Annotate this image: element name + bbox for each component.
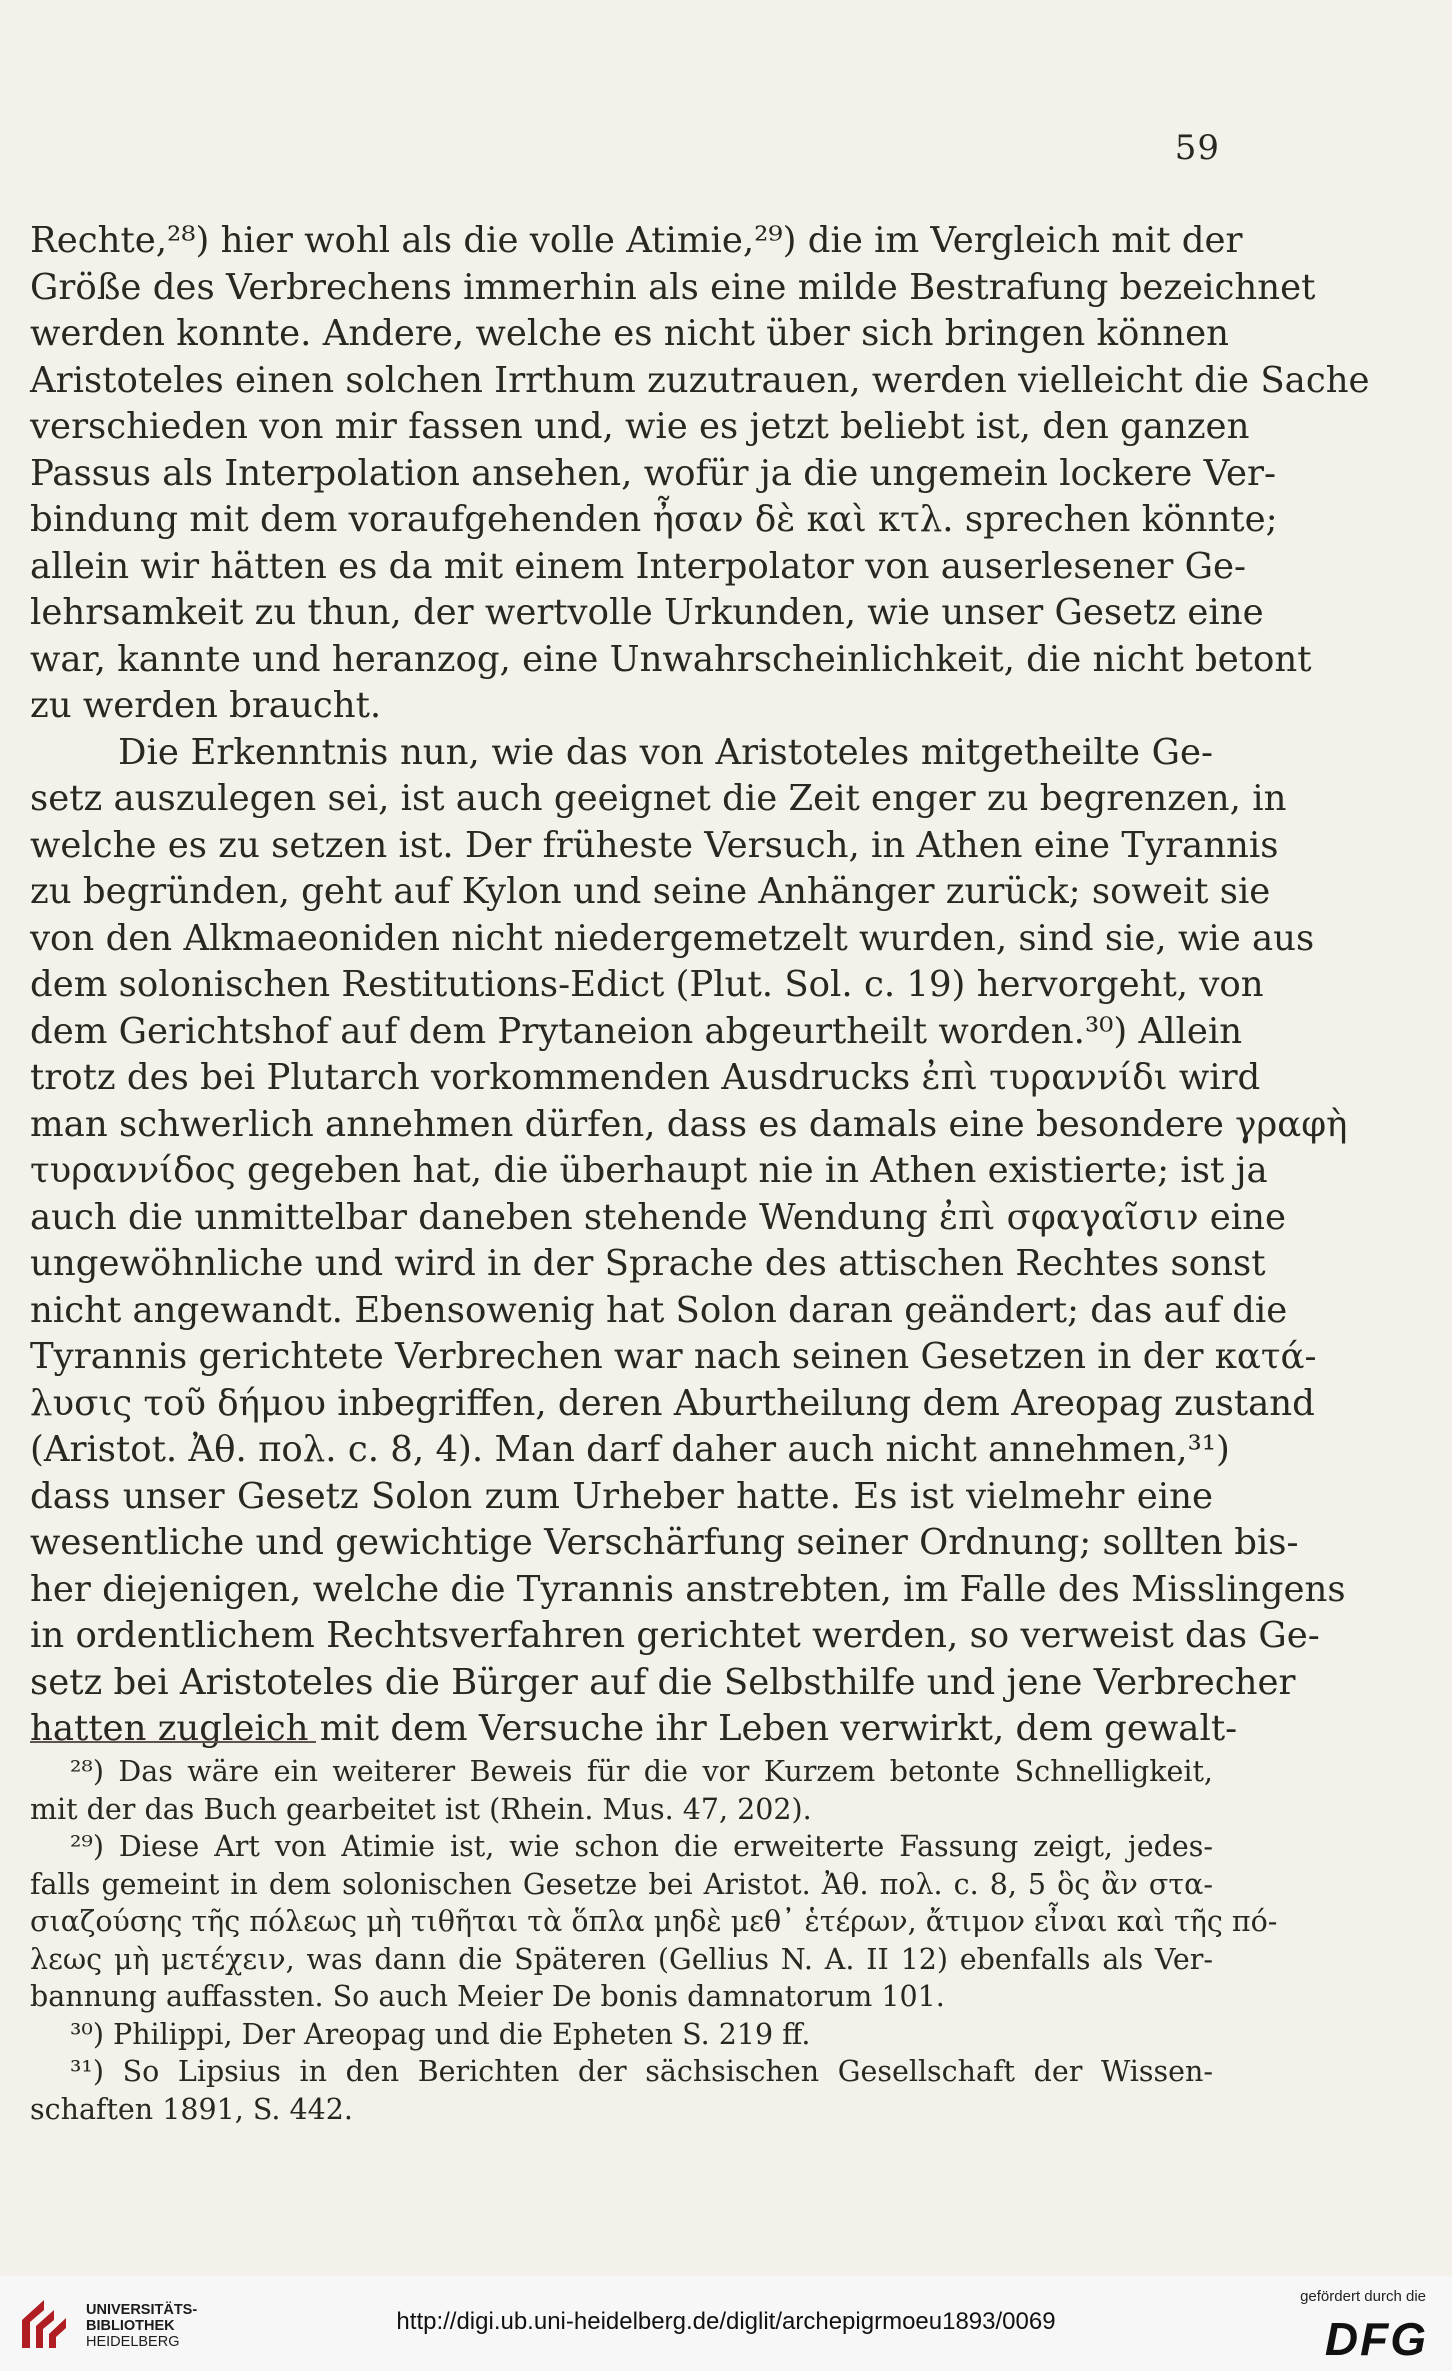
footnote-line: schaften 1891, S. 442. xyxy=(30,2092,353,2126)
funding-caption: gefördert durch die xyxy=(1300,2288,1426,2305)
text-line: auch die unmittelbar daneben stehende Wendung ἐπὶ σφαγαῖσιν eine xyxy=(30,1196,1287,1238)
library-name-line: BIBLIOTHEK xyxy=(86,2318,175,2334)
footnote-line: ²⁹) Diese Art von Atimie ist, wie schon die erweiterte Fassung zeigt, jedes- xyxy=(70,1830,1213,1863)
text-line: verschieden von mir fassen und, wie es jetzt beliebt ist, den ganzen xyxy=(30,406,1250,447)
text-line: wesentliche und gewichtige Verschärfung seiner Ordnung; sollten bis- xyxy=(30,1522,1299,1563)
text-line: zu werden braucht. xyxy=(30,685,382,726)
text-line: bindung mit dem voraufgehenden ἦσαν δὲ καὶ κτλ. sprechen könnte; xyxy=(30,499,1278,540)
text-line: her diejenigen, welche die Tyrannis anstrebten, im Falle des Misslingens xyxy=(30,1568,1346,1610)
footnote-line: falls gemeint in dem solonischen Gesetze bei Aristot. Ἀθ. πολ. c. 8, 5 ὃς ἂν στα- xyxy=(30,1867,1213,1901)
text-line: Tyrannis gerichtete Verbrechen war nach seinen Gesetzen in der κατά- xyxy=(30,1336,1317,1377)
source-url-link[interactable]: http://digi.ub.uni-heidelberg.de/diglit/archepigrmoeu1893/0069 xyxy=(396,2308,1056,2335)
text-line: dem Gerichtshof auf dem Prytaneion abgeurtheilt worden.³⁰) Allein xyxy=(30,1010,1243,1052)
footnote-line: σιαζούσης τῆς πόλεως μὴ τιθῆται τὰ ὅπλα μηδὲ μεθ᾽ ἑτέρων, ἄτιμον εἶναι καὶ τῆς πό- xyxy=(30,1905,1278,1938)
dfg-logo: DFG xyxy=(1324,2313,1428,2365)
footnote-divider xyxy=(30,1741,316,1743)
footnote-line: mit der das Buch gearbeitet ist (Rhein. Mus. 47, 202). xyxy=(30,1792,812,1826)
text-line: ungewöhnliche und wird in der Sprache des attischen Rechtes sonst xyxy=(30,1243,1266,1284)
text-line: Passus als Interpolation ansehen, wofür ja die ungemein lockere Ver- xyxy=(30,452,1276,494)
text-line: allein wir hätten es da mit einem Interpolator von auserlesener Ge- xyxy=(30,545,1247,587)
text-line: τυραννίδος gegeben hat, die überhaupt nie in Athen existierte; ist ja xyxy=(30,1150,1268,1191)
text-line: man schwerlich annehmen dürfen, dass es damals eine besondere γραφὴ xyxy=(30,1103,1348,1145)
footnote-line: ³⁰) Philippi, Der Areopag und die Epheten S. 219 ff. xyxy=(70,2017,811,2051)
text-line: von den Alkmaeoniden nicht niedergemetzelt wurden, sind sie, wie aus xyxy=(30,917,1315,959)
text-line: Rechte,²⁸) hier wohl als die volle Atimie,²⁹) die im Vergleich mit der xyxy=(30,220,1243,261)
footnotes xyxy=(30,1753,1278,2128)
text-line: war, kannte und heranzog, eine Unwahrscheinlichkeit, die nicht betont xyxy=(30,638,1312,680)
text-line: Größe des Verbrechens immerhin als eine milde Bestrafung bezeichnet xyxy=(30,266,1316,308)
text-line: λυσις τοῦ δήμου inbegriffen, deren Aburtheilung dem Areopag zustand xyxy=(30,1382,1315,1424)
text-line: trotz des bei Plutarch vorkommenden Ausdrucks ἐπὶ τυραννίδι wird xyxy=(30,1057,1261,1098)
text-line: dass unser Gesetz Solon zum Urheber hatte. Es ist vielmehr eine xyxy=(30,1475,1213,1517)
text-line: in ordentlichem Rechtsverfahren gerichtet werden, so verweist das Ge- xyxy=(30,1615,1320,1656)
text-line: dem solonischen Restitutions-Edict (Plut. Sol. c. 19) hervorgeht, von xyxy=(30,964,1264,1005)
text-line: nicht angewandt. Ebensowenig hat Solon daran geändert; das auf die xyxy=(30,1289,1288,1331)
footnote-line: ³¹) So Lipsius in den Berichten der sächsischen Gesellschaft der Wissen- xyxy=(70,2055,1213,2088)
text-line: (Aristot. Ἀθ. πολ. c. 8, 4). Man darf daher auch nicht annehmen,³¹) xyxy=(30,1429,1230,1470)
text-line: hatten zugleich mit dem Versuche ihr Leben verwirkt, dem gewalt- xyxy=(30,1708,1238,1749)
text-line: setz bei Aristoteles die Bürger auf die Selbsthilfe und jene Verbrecher xyxy=(30,1661,1296,1703)
text-line: werden konnte. Andere, welche es nicht über sich bringen können xyxy=(30,313,1230,354)
digitization-footer xyxy=(0,2276,1452,2371)
text-line: Aristoteles einen solchen Irrthum zuzutrauen, werden vielleicht die Sache xyxy=(30,359,1370,401)
footnote-line: bannung auffassten. So auch Meier De bonis damnatorum 101. xyxy=(30,1980,945,2013)
text-line: welche es zu setzen ist. Der früheste Versuch, in Athen eine Tyrannis xyxy=(30,824,1279,866)
page-number: 59 xyxy=(1174,128,1220,168)
text-line: lehrsamkeit zu thun, der wertvolle Urkunden, wie unser Gesetz eine xyxy=(30,592,1264,633)
body-text xyxy=(30,218,1370,1753)
library-name-line: HEIDELBERG xyxy=(86,2334,180,2350)
text-line: Die Erkenntnis nun, wie das von Aristoteles mitgetheilte Ge- xyxy=(118,731,1213,773)
footnote-line: λεως μὴ μετέχειν, was dann die Späteren (Gellius N. A. II 12) ebenfalls als Ver- xyxy=(30,1942,1213,1976)
library-name-line: UNIVERSITÄTS- xyxy=(86,2302,198,2318)
footnote-line: ²⁸) Das wäre ein weiterer Beweis für die vor Kurzem betonte Schnelligkeit, xyxy=(70,1755,1213,1788)
text-line: setz auszulegen sei, ist auch geeignet die Zeit enger zu begrenzen, in xyxy=(30,778,1287,819)
text-line: zu begründen, geht auf Kylon und seine Anhänger zurück; soweit sie xyxy=(30,871,1271,912)
